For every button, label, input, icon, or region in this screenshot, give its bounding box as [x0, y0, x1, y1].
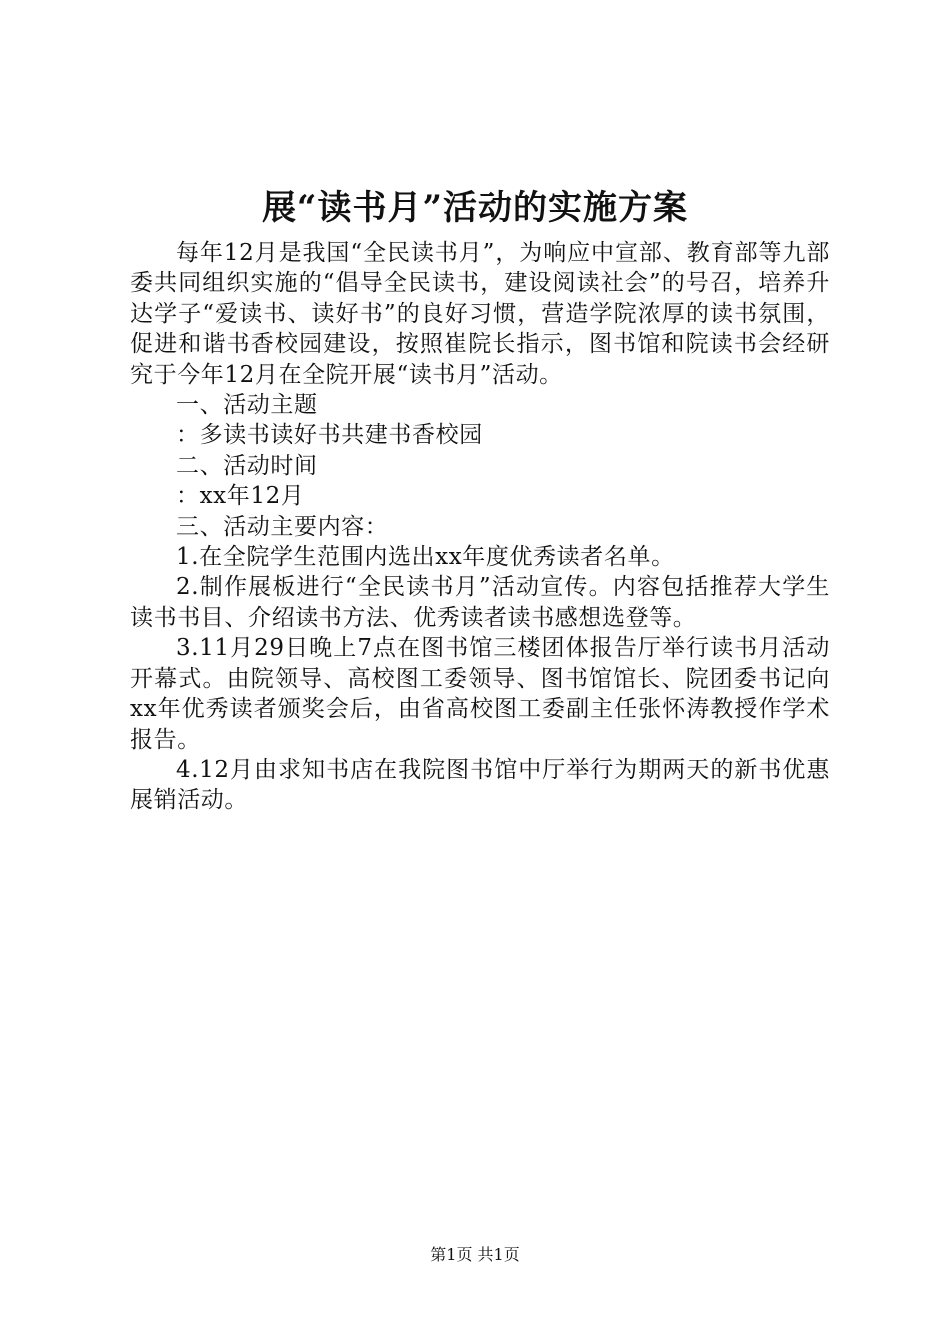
content-item-3: 3.11月29日晚上7点在图书馆三楼团体报告厅举行读书月活动开幕式。由院领导、高校图工委领导、图书馆馆长、院团委书记向xx年优秀读者颁奖会后，由省高校图工委副主任张怀涛教授作学术报告。	[130, 635, 830, 753]
time-text: ：xx年12月	[176, 483, 305, 510]
content-item-4: 4.12月由求知书店在我院图书馆中厅举行为期两天的新书优惠展销活动。	[130, 756, 830, 814]
section-heading-content: 三、活动主要内容：	[176, 513, 389, 540]
section-heading-theme: 一、活动主题	[176, 392, 318, 419]
content-item-1: 1.在全院学生范围内选出xx年度优秀读者名单。	[176, 544, 675, 571]
page-footer: 第1页 共1页	[430, 1245, 520, 1264]
document-body	[130, 238, 830, 816]
section-heading-time: 二、活动时间	[176, 452, 318, 479]
theme-text: ：多读书读好书共建书香校园	[176, 422, 483, 449]
content-item-2: 2.制作展板进行“全民读书月”活动宣传。内容包括推荐大学生读书书目、介绍读书方法、优秀读者读书感想选登等。	[130, 574, 830, 631]
document-title: 展“读书月”活动的实施方案	[261, 188, 689, 228]
intro-paragraph: 每年12月是我国“全民读书月”，为响应中宣部、教育部等九部委共同组织实施的“倡导全民读书，建设阅读社会”的号召，培养升达学子“爱读书、读好书”的良好习惯，营造学院浓厚的读书氛围，促进和谐书香校园建设，按照崔院长指示，图书馆和院读书会经研究于今年12月在全院开展“读书月”活动。	[130, 240, 830, 388]
